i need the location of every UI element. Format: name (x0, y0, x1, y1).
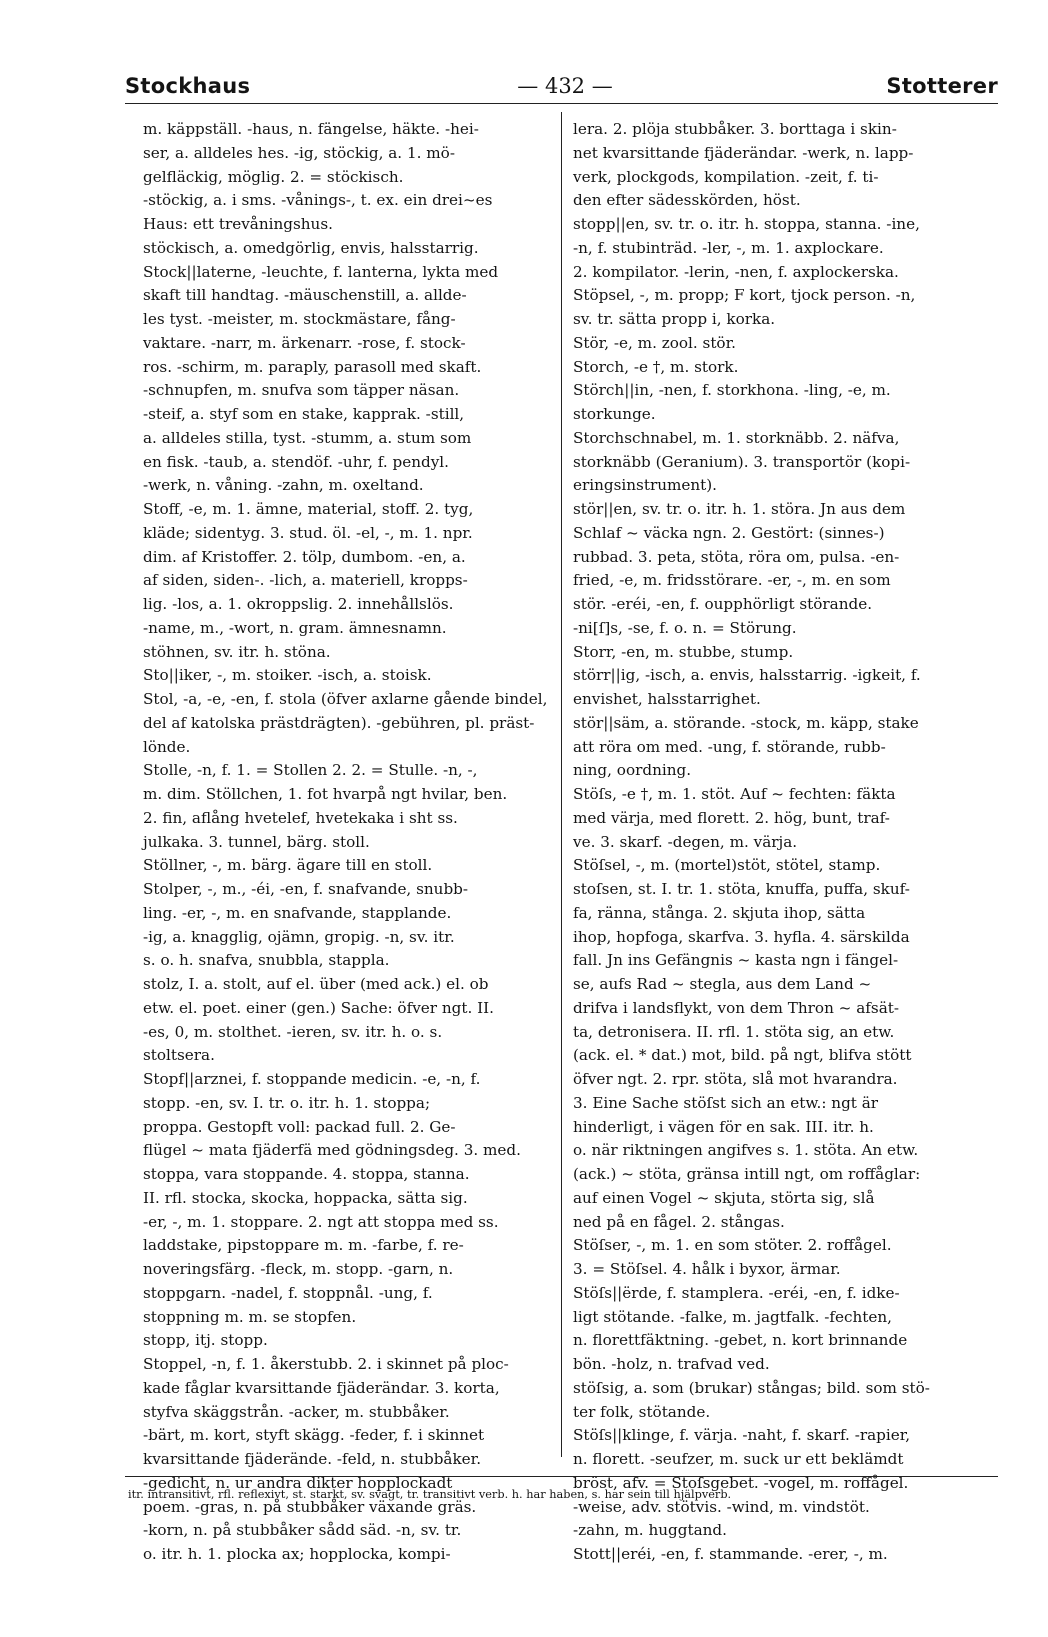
entry-line: -n, f. stubinträd. -ler, -, m. 1. axplockare. (573, 238, 884, 257)
entry-line: fall. Jn ins Gefängnis ~ kasta ngn i fängel- (573, 951, 899, 970)
entry-line: Stöſs, -e †, m. 1. stöt. Auf ~ fechten: fäkta (573, 785, 896, 803)
entry-line: -werk, n. våning. -zahn, m. oxeltand. (143, 476, 424, 495)
entry-line: gelfläckig, möglig. 2. = stöckisch. (143, 167, 404, 186)
entry-line: den efter sädesskörden, höst. (573, 191, 801, 210)
entry-line: Stoff, -e, m. 1. ämne, material, stoff. 2. tyg, (143, 500, 474, 518)
entry-line: s. o. h. snafva, snubbla, stappla. (143, 951, 390, 970)
entry-line: stopp, itj. stopp. (143, 1331, 268, 1350)
entry-line: stöckisch, a. omedgörlig, envis, halsstarrig. (143, 238, 479, 257)
entry-line: -ni[ſ]s, -se, f. o. n. = Störung. (573, 618, 797, 637)
entry-line: ning, oordning. (573, 761, 692, 780)
entry-line: stöhnen, sv. itr. h. stöna. (143, 642, 331, 661)
entry-line: o. itr. h. 1. plocka ax; hopplocka, kompi- (143, 1545, 451, 1563)
footer-rule (125, 1476, 998, 1477)
entry-line: Stöpsel, -, m. propp; F kort, tjock person. -n, (573, 286, 916, 305)
entry-line: stoppgarn. -nadel, f. stoppnål. -ung, f. (143, 1283, 433, 1302)
entry-line: Stöſs||ërde, f. stamplera. -eréi, -en, f. idke- (573, 1283, 900, 1302)
entry-line: -bärt, m. kort, styft skägg. -feder, f. i skinnet (143, 1426, 485, 1445)
entry-line: -steif, a. styf som en stake, kapprak. -still, (143, 405, 465, 423)
entry-line: lera. 2. plöja stubbåker. 3. borttaga i skin- (573, 120, 897, 138)
entry-line: verk, plockgods, kompilation. -zeit, f. ti- (573, 167, 879, 186)
entry-line: stoltsera. (143, 1046, 215, 1065)
entry-line: Stott||eréi, -en, f. stammande. -erer, -, m. (573, 1545, 888, 1563)
entry-line: bröst, afv. = Stoſsgebet. -vogel, m. roffågel. (573, 1473, 909, 1492)
entry-line: Stolle, -n, f. 1. = Stollen 2. 2. = Stulle. -n, -, (143, 761, 478, 780)
entry-line: Stöſs||klinge, f. värja. -naht, f. skarf. -rapier, (573, 1426, 911, 1445)
entry-line: 2. kompilator. -lerin, -nen, f. axplockerska. (573, 262, 899, 281)
entry-line: stör||säm, a. störande. -stock, m. käpp, stake (573, 713, 919, 732)
entry-line: drifva i landsflykt, von dem Thron ~ afsät- (573, 998, 899, 1017)
entry-line: sv. tr. sätta propp i, korka. (573, 310, 776, 328)
entry-line: -es, 0, m. stolthet. -ieren, sv. itr. h. o. s. (143, 1022, 443, 1041)
entry-line: se, aufs Rad ~ stegla, aus dem Land ~ (573, 975, 872, 993)
entry-line: ve. 3. skarf. -degen, m. värja. (573, 832, 798, 851)
entry-line: Stol, -a, -e, -en, f. stola (öfver axlarne gående bindel, (143, 690, 548, 708)
entry-line: stoppning m. m. se stopfen. (143, 1307, 357, 1326)
entry-line: etw. el. poet. einer (gen.) Sache: öfver ngt. II. (143, 998, 494, 1017)
page-header (125, 70, 998, 102)
entry-line: Sto||iker, -, m. stoiker. -isch, a. stoisk. (143, 666, 432, 685)
entry-line: 2. fin, aflång hvetelef, hvetekaka i sht ss. (143, 808, 458, 827)
entry-line: ta, detronisera. II. rfl. 1. stöta sig, an etw. (573, 1022, 895, 1041)
entry-line: ser, a. alldeles hes. -ig, stöckig, a. 1. mö- (143, 143, 455, 162)
entry-line: bön. -holz, n. trafvad ved. (573, 1355, 770, 1373)
right-running-head: Stotterer (886, 74, 998, 98)
entry-line: -zahn, m. huggtand. (573, 1521, 727, 1540)
entry-line: a. alldeles stilla, tyst. -stumm, a. stum som (143, 428, 472, 447)
entry-line: styfva skäggstrån. -acker, m. stubbåker. (143, 1402, 450, 1421)
entry-line: -name, m., -wort, n. gram. ämnesnamn. (143, 618, 447, 637)
entry-line: eringsinstrument). (573, 476, 718, 495)
right-column (573, 118, 995, 1563)
entry-line: laddstake, pipstoppare m. m. -farbe, f. re- (143, 1236, 464, 1255)
entry-line: Störch||in, -nen, f. storkhona. -ling, -e, m. (573, 381, 891, 400)
entry-line: julkaka. 3. tunnel, bärg. stoll. (143, 832, 370, 851)
entry-line: öfver ngt. 2. rpr. stöta, slå mot hvarandra. (573, 1070, 898, 1088)
entry-line: kvarsittande fjäderände. -feld, n. stubbåker. (143, 1450, 482, 1468)
entry-line: Stock||laterne, -leuchte, f. lanterna, lykta med (143, 262, 499, 281)
entry-line: rubbad. 3. peta, stöta, röra om, pulsa. -en- (573, 547, 900, 566)
entry-line: med värja, med florett. 2. hög, bunt, traf- (573, 808, 890, 827)
entry-line: Stöllner, -, m. bärg. ägare till en stoll. (143, 856, 433, 875)
entry-line: stopp. -en, sv. I. tr. o. itr. h. 1. stoppa; (143, 1093, 431, 1112)
entry-line: stöſsig, a. som (brukar) stångas; bild. som stö- (573, 1378, 930, 1397)
entry-line: Stolper, -, m., -éi, -en, f. snafvande, snubb- (143, 880, 469, 898)
entry-line: -schnupfen, m. snufva som täpper näsan. (143, 381, 460, 400)
entry-line: poem. -gras, n. på stubbåker växande gräs. (143, 1497, 477, 1516)
entry-line: -korn, n. på stubbåker sådd säd. -n, sv. tr. (143, 1521, 462, 1540)
entry-line: storkunge. (573, 405, 656, 423)
entry-line: 3. Eine Sache stöſst sich an etw.: ngt är (573, 1093, 879, 1112)
entry-line: Stopf||arznei, f. stoppande medicin. -e, -n, f. (143, 1070, 481, 1088)
entry-line: kade fåglar kvarsittande fjäderändar. 3. korta, (143, 1378, 500, 1397)
entry-line: noveringsfärg. -fleck, m. stopp. -garn, n. (143, 1260, 454, 1278)
entry-line: ligt stötande. -falke, m. jagtfalk. -fechten, (573, 1307, 892, 1326)
entry-line: stör. -eréi, -en, f. oupphörligt störande. (573, 595, 873, 613)
entry-line: vaktare. -narr, m. ärkenarr. -rose, f. stock- (143, 333, 466, 352)
entry-line: af siden, siden-. -lich, a. materiell, kropps- (143, 571, 468, 590)
entry-line: fried, -e, m. fridsstörare. -er, -, m. en som (573, 571, 891, 590)
page-number: — 432 — (517, 74, 613, 98)
entry-line: Stoppel, -n, f. 1. åkerstubb. 2. i skinnet på ploc- (143, 1355, 509, 1373)
entry-line: envishet, halsstarrighet. (573, 690, 761, 708)
entry-line: stoſsen, st. I. tr. 1. stöta, knuffa, puffa, skuf- (573, 880, 910, 898)
entry-line: auf einen Vogel ~ skjuta, störta sig, slå (573, 1188, 875, 1207)
entry-line: (ack. el. * dat.) mot, bild. på ngt, blifva stött (573, 1046, 912, 1065)
entry-line: dim. af Kristoffer. 2. tölp, dumbom. -en, a. (143, 547, 466, 566)
entry-line: -ig, a. knagglig, ojämn, gropig. -n, sv. itr. (143, 927, 455, 946)
entry-line: Storch, -e †, m. stork. (573, 357, 739, 376)
entry-line: ned på en fågel. 2. stångas. (573, 1212, 785, 1231)
entry-line: att röra om med. -ung, f. störande, rubb- (573, 737, 886, 756)
entry-line: del af katolska prästdrägten). -gebühren, pl. präst- (143, 713, 535, 732)
entry-line: Schlaf ~ väcka ngn. 2. Gestört: (sinnes-) (573, 523, 885, 542)
entry-line: stör||en, sv. tr. o. itr. h. 1. störa. Jn aus dem (573, 500, 906, 518)
entry-line: les tyst. -meister, m. stockmästare, fång- (143, 310, 456, 328)
entry-line: fa, ränna, stånga. 2. skjuta ihop, sätta (573, 903, 866, 922)
entry-line: -gedicht, n. ur andra dikter hopplockadt (143, 1473, 453, 1492)
entry-line: störr||ig, -isch, a. envis, halsstarrig. -igkeit, f. (573, 666, 921, 685)
entry-line: Stöſsel, -, m. (mortel)stöt, stötel, stamp. (573, 856, 881, 875)
left-running-head: Stockhaus (125, 74, 251, 98)
entry-line: kläde; sidentyg. 3. stud. öl. -el, -, m. 1. npr. (143, 523, 473, 542)
column-divider (561, 112, 562, 1457)
entry-line: -stöckig, a. i sms. -vånings-, t. ex. ein drei~es (143, 191, 493, 210)
entry-line: 3. = Stöſsel. 4. hålk i byxor, ärmar. (573, 1260, 841, 1278)
entry-line: n. florettfäktning. -gebet, n. kort brinnande (573, 1331, 908, 1350)
entry-line: stoppa, vara stoppande. 4. stoppa, stanna. (143, 1165, 470, 1183)
entry-line: Stör, -e, m. zool. stör. (573, 333, 736, 352)
entry-line: Stöſser, -, m. 1. en som stöter. 2. roffågel. (573, 1236, 892, 1255)
entry-line: proppa. Gestopft voll: packad full. 2. Ge- (143, 1117, 456, 1136)
abbreviation-footer: itr. intransitivt, rfl. reflexivt, st. starkt, sv. svagt, tr. transitivt verb. h. har haben, s. har sein till hjälpverb. (128, 1488, 732, 1501)
entry-line: en fisk. -taub, a. stendöf. -uhr, f. pendyl. (143, 452, 449, 471)
entry-line: stopp||en, sv. tr. o. itr. h. stoppa, stanna. -ine, (573, 215, 920, 233)
entry-line: skaft till handtag. -mäuschenstill, a. allde- (143, 286, 467, 305)
entry-line: o. när riktningen angifves s. 1. stöta. An etw. (573, 1141, 919, 1160)
entry-line: Storchschnabel, m. 1. storknäbb. 2. näfva, (573, 428, 900, 447)
entry-line: m. dim. Stöllchen, 1. fot hvarpå ngt hvilar, ben. (143, 785, 508, 803)
entry-line: m. käppställ. -haus, n. fängelse, häkte. -hei- (143, 120, 479, 138)
entry-line: lönde. (143, 737, 191, 756)
entry-line: lig. -los, a. 1. okroppslig. 2. innehållslös. (143, 595, 454, 613)
entry-line: flügel ~ mata fjäderfä med gödningsdeg. 3. med. (143, 1141, 521, 1160)
entry-line: II. rfl. stocka, skocka, hoppacka, sätta sig. (143, 1188, 468, 1207)
entry-line: ros. -schirm, m. paraply, parasoll med skaft. (143, 357, 482, 376)
entry-line: storknäbb (Geranium). 3. transportör (kopi- (573, 452, 911, 471)
entry-line: n. florett. -seufzer, m. suck ur ett beklämdt (573, 1450, 904, 1468)
entry-line: Storr, -en, m. stubbe, stump. (573, 642, 794, 661)
entry-line: hinderligt, i vägen för en sak. III. itr. h. (573, 1117, 874, 1136)
entry-line: ihop, hopfoga, skarfva. 3. hyfla. 4. särskilda (573, 927, 910, 946)
entry-line: ter folk, stötande. (573, 1402, 711, 1421)
entry-line: Haus: ett trevåningshus. (143, 215, 333, 233)
entry-line: stolz, I. a. stolt, auf el. über (med ack.) el. ob (143, 975, 489, 993)
entry-line: -er, -, m. 1. stoppare. 2. ngt att stoppa med ss. (143, 1212, 499, 1231)
entry-line: (ack.) ~ stöta, gränsa intill ngt, om roffåglar: (573, 1165, 921, 1183)
entry-line: ling. -er, -, m. en snafvande, stapplande. (143, 903, 452, 922)
header-rule (125, 103, 998, 104)
entry-line: -weise, adv. stötvis. -wind, m. vindstöt. (573, 1497, 870, 1516)
entry-line: net kvarsittande fjäderändar. -werk, n. lapp- (573, 143, 914, 162)
